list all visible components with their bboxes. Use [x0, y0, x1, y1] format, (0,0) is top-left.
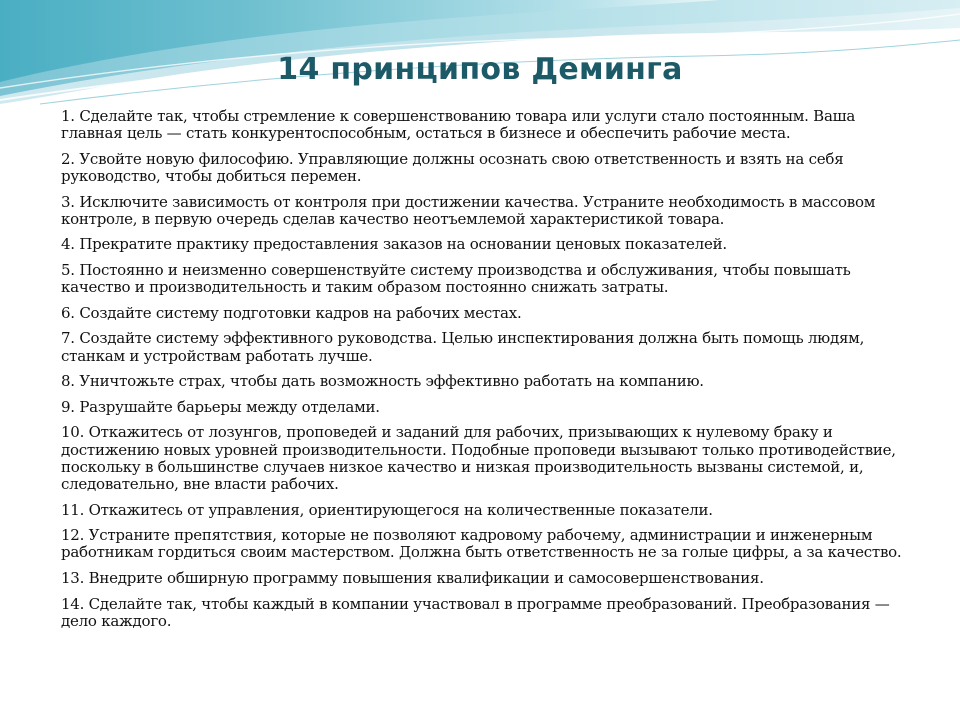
principle-item: 1. Сделайте так, чтобы стремление к совершенствованию товара или услуги стало постоянным. Ваша главная цель — стать конкурентоспособным, остаться в бизнесе и обеспечить рабочие места. [61, 107, 856, 143]
principle-item: 8. Уничтожьте страх, чтобы дать возможность эффективно работать на компанию. [61, 372, 704, 391]
principle-item: 13. Внедрите обширную программу повышения квалификации и самосовершенствования. [61, 568, 764, 587]
principle-item: 9. Разрушайте барьеры между отделами. [61, 397, 380, 416]
principle-item: 4. Прекратите практику предоставления заказов на основании ценовых показателей. [61, 235, 727, 254]
principle-item: 3. Исключите зависимость от контроля при достижении качества. Устраните необходимость в массовом контроле, в первую очередь сделав качество неотъемлемой характеристикой товара. [61, 192, 876, 228]
principle-item: 5. Постоянно и неизменно совершенствуйте систему производства и обслуживания, чтобы повышать качество и производительность и таким образом постоянно снижать затраты. [61, 260, 851, 297]
principle-item: 12. Устраните препятствия, которые не позволяют кадровому рабочему, администрации и инженерным работникам гордиться своим мастерством. Должна быть ответственность не за голые цифры, а за качество. [61, 526, 902, 562]
slide-title: 14 принципов Деминга [277, 52, 683, 87]
principle-item: 2. Усвойте новую философию. Управляющие должны осознать свою ответственность и взять на себя руководство, чтобы добиться перемен. [61, 149, 844, 185]
principle-item: 11. Откажитесь от управления, ориентирующегося на количественные показатели. [61, 500, 713, 519]
principle-item: 6. Создайте систему подготовки кадров на рабочих местах. [61, 303, 522, 322]
principle-item: 7. Создайте систему эффективного руководства. Целью инспектирования должна быть помощь людям, станкам и устройствам работать лучше. [61, 329, 865, 365]
principle-item: 10. Откажитесь от лозунгов, проповедей и заданий для рабочих, призывающих к нулевому браку и достижению новых уровней производительности. Подобные проповеди вызывают только противодействие, поскольку в большинстве случаев низкое качество и низкая производительность вызваны системой, и, следовательно, вне власти рабочих. [61, 423, 896, 493]
principle-item: 14. Сделайте так, чтобы каждый в компании участвовал в программе преобразований. Преобразования —дело каждого. [61, 594, 890, 630]
principles-list [61, 108, 906, 638]
